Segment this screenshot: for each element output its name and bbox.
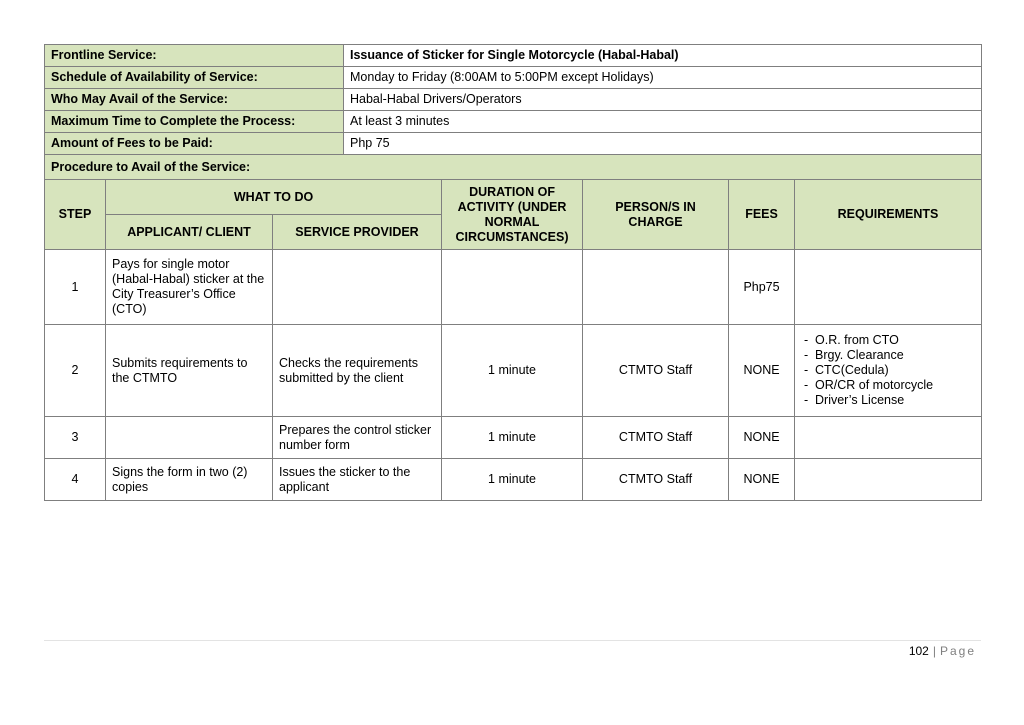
step-number: 4 (45, 459, 106, 501)
person-in-charge: CTMTO Staff (583, 459, 729, 501)
info-row-who-may-avail (45, 89, 982, 111)
procedure-steps-table (44, 179, 982, 501)
requirements (795, 325, 982, 417)
info-label: Schedule of Availability of Service: (45, 67, 344, 89)
info-label: Amount of Fees to be Paid: (45, 133, 344, 155)
list-item: - CTC(Cedula) (801, 363, 975, 378)
info-value: Php 75 (344, 133, 982, 155)
footer-divider (44, 640, 981, 641)
step-number: 2 (45, 325, 106, 417)
provider-action: Prepares the control sticker number form (273, 417, 442, 459)
footer-separator: | (932, 644, 936, 658)
list-item: - O.R. from CTO (801, 333, 975, 348)
duration: 1 minute (442, 417, 583, 459)
info-value: Issuance of Sticker for Single Motorcycle (Habal-Habal) (344, 45, 982, 67)
header-applicant: APPLICANT/ CLIENT (106, 215, 273, 250)
step-number: 3 (45, 417, 106, 459)
info-row-maximum-time (45, 111, 982, 133)
person-in-charge: CTMTO Staff (583, 417, 729, 459)
header-requirements: REQUIREMENTS (795, 180, 982, 250)
table-row (45, 250, 982, 325)
info-label: Frontline Service: (45, 45, 344, 67)
list-item: - OR/CR of motorcycle (801, 378, 975, 393)
fees: NONE (729, 325, 795, 417)
person-in-charge: CTMTO Staff (583, 325, 729, 417)
provider-action: Issues the sticker to the applicant (273, 459, 442, 501)
table-row (45, 417, 982, 459)
header-service-provider: SERVICE PROVIDER (273, 215, 442, 250)
list-item: - Driver’s License (801, 393, 975, 408)
provider-action: Checks the requirements submitted by the client (273, 325, 442, 417)
header-fees: FEES (729, 180, 795, 250)
applicant-action: Submits requirements to the CTMTO (106, 325, 273, 417)
info-row-schedule (45, 67, 982, 89)
requirements (795, 417, 982, 459)
header-what-to-do: WHAT TO DO (106, 180, 442, 215)
page-number: 102 (908, 644, 929, 658)
fees: NONE (729, 459, 795, 501)
table-row (45, 459, 982, 501)
info-row-frontline-service (45, 45, 982, 67)
page-footer (909, 644, 976, 658)
procedure-row (45, 155, 982, 180)
applicant-action (106, 417, 273, 459)
procedure-label: Procedure to Avail of the Service: (45, 155, 982, 180)
info-value: Habal-Habal Drivers/Operators (344, 89, 982, 111)
header-step: STEP (45, 180, 106, 250)
info-value: At least 3 minutes (344, 111, 982, 133)
page-label: Page (939, 644, 976, 658)
header-person-in-charge: PERSON/S IN CHARGE (583, 180, 729, 250)
duration (442, 250, 583, 325)
person-in-charge (583, 250, 729, 325)
info-label: Who May Avail of the Service: (45, 89, 344, 111)
fees: Php75 (729, 250, 795, 325)
list-item: - Brgy. Clearance (801, 348, 975, 363)
requirements (795, 250, 982, 325)
service-info-table (44, 44, 982, 180)
header-duration: DURATION OF ACTIVITY (UNDER NORMAL CIRCUMSTANCES) (442, 180, 583, 250)
info-row-fees (45, 133, 982, 155)
info-label: Maximum Time to Complete the Process: (45, 111, 344, 133)
applicant-action: Signs the form in two (2) copies (106, 459, 273, 501)
duration: 1 minute (442, 325, 583, 417)
fees: NONE (729, 417, 795, 459)
header-row-top (45, 180, 982, 215)
table-row (45, 325, 982, 417)
applicant-action: Pays for single motor (Habal-Habal) sticker at the City Treasurer’s Office (CTO) (106, 250, 273, 325)
requirements (795, 459, 982, 501)
duration: 1 minute (442, 459, 583, 501)
info-value: Monday to Friday (8:00AM to 5:00PM except Holidays) (344, 67, 982, 89)
step-number: 1 (45, 250, 106, 325)
citizens-charter-sheet (44, 44, 981, 501)
requirements-list (801, 333, 975, 408)
provider-action (273, 250, 442, 325)
